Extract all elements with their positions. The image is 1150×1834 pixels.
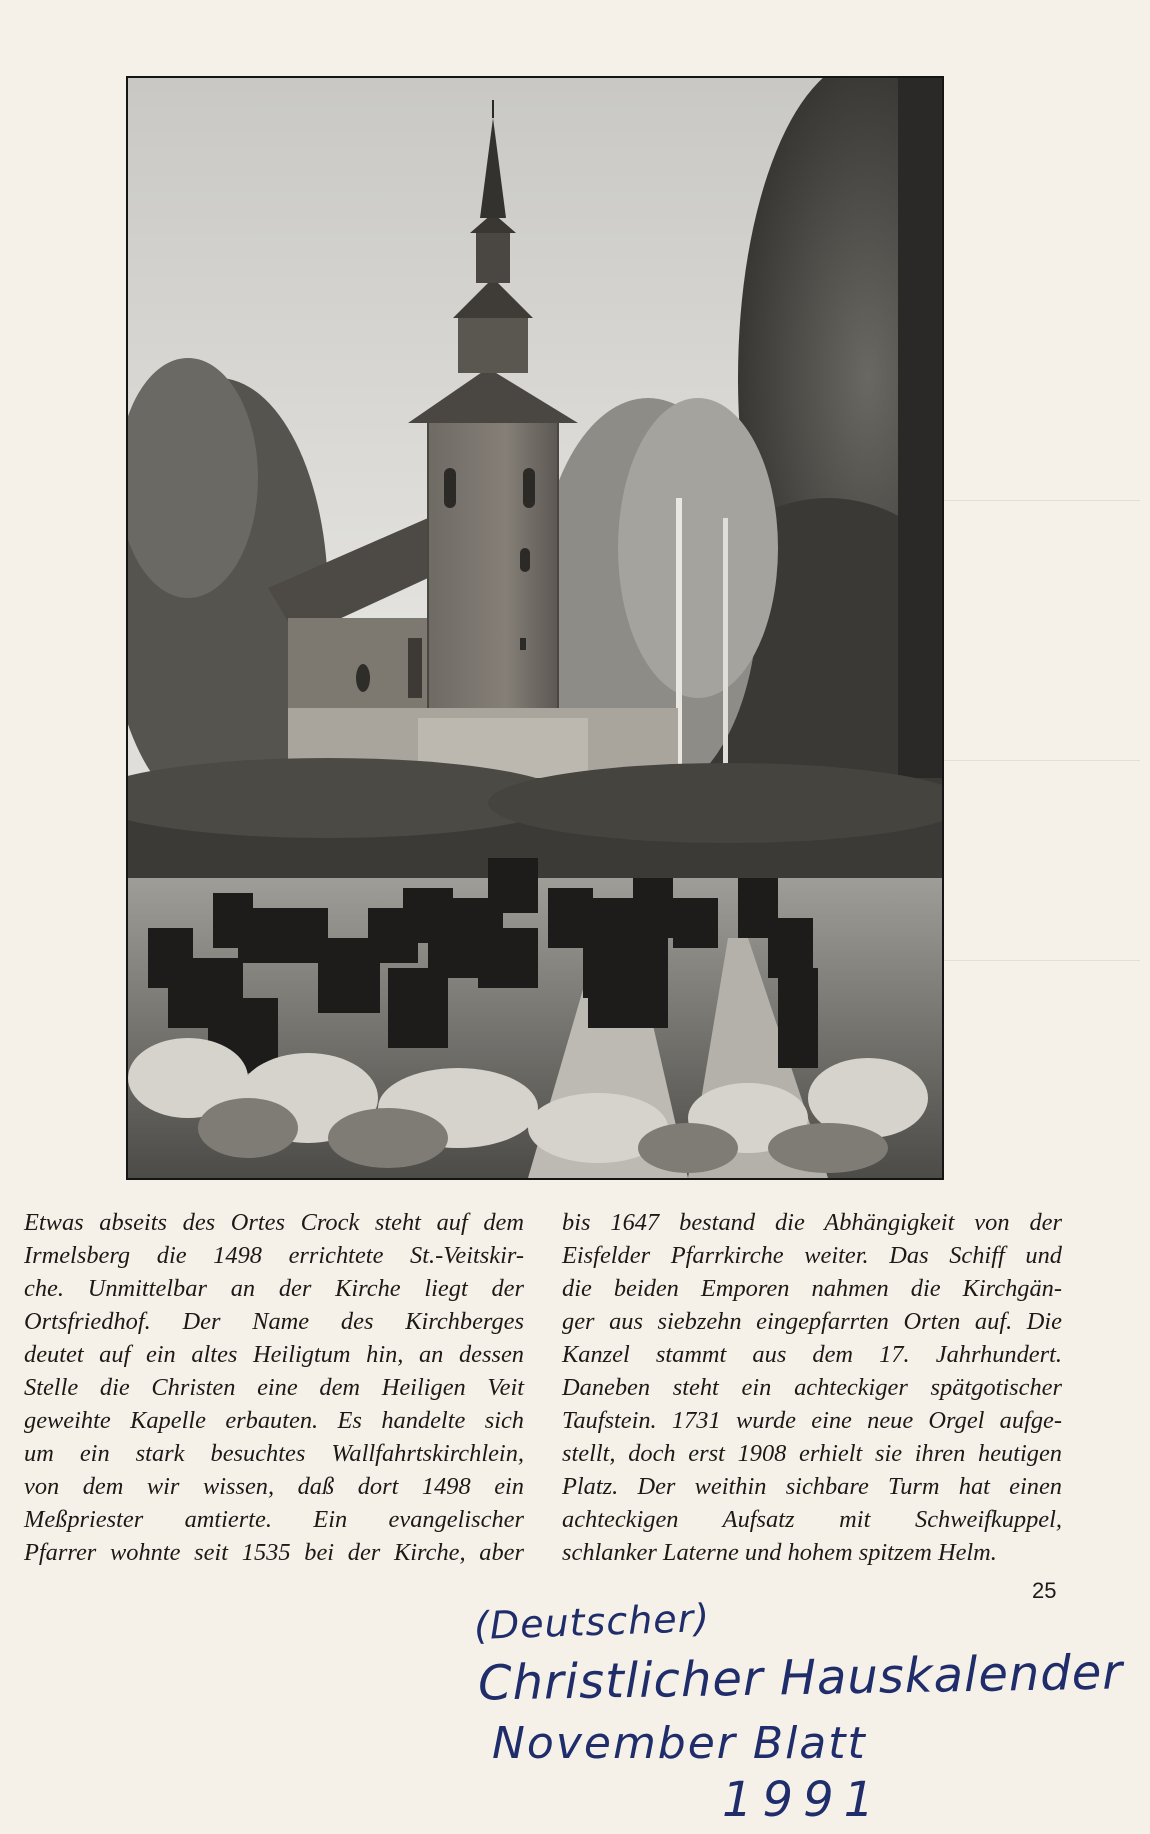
handwritten-note-line: Christlicher Hauskalender [477,1644,1124,1712]
bleed-through-rule [940,960,1140,961]
caption-line: um ein stark besuchtes Wallfahrtskirchlein, [24,1440,524,1467]
caption-line: Etwas abseits des Ortes Crock steht auf dem [24,1209,524,1236]
caption-line: deutet auf ein altes Heiligtum hin, an dessen [24,1341,524,1368]
caption-line: Kanzel stammt aus dem 17. Jahrhundert. [562,1341,1062,1368]
caption-line: Eisfelder Pfarrkirche weiter. Das Schiff und [562,1242,1062,1269]
caption-line: Meßpriester amtierte. Ein evangelischer [24,1506,524,1533]
caption-line: von dem wir wissen, daß dort 1498 ein [24,1473,524,1500]
caption-line: Daneben steht ein achteckiger spätgotischer [562,1374,1062,1401]
caption-line: bis 1647 bestand die Abhängigkeit von der [562,1209,1062,1236]
caption-left-column [24,1206,524,1569]
caption-line: Platz. Der weithin sichbare Turm hat einen [562,1473,1062,1500]
caption-right-column [562,1206,1062,1569]
caption-line: die beiden Emporen nahmen die Kirchgän- [562,1275,1062,1302]
caption-line: Ortsfriedhof. Der Name des Kirchberges [24,1308,524,1335]
caption-line: Taufstein. 1731 wurde eine neue Orgel aufge- [562,1407,1062,1434]
caption-line: Irmelsberg die 1498 errichtete St.-Veitskir- [24,1242,524,1269]
page-number: 25 [1032,1578,1057,1603]
caption-line: che. Unmittelbar an der Kirche liegt der [24,1275,524,1302]
caption-line: Pfarrer wohnte seit 1535 bei der Kirche, aber [24,1539,524,1566]
handwritten-note-line: November Blatt [492,1718,867,1769]
caption-line: Stelle die Christen eine dem Heiligen Veit [24,1374,524,1401]
bleed-through-rule [940,760,1140,761]
caption-line: geweihte Kapelle erbauten. Es handelte sich [24,1407,524,1434]
caption-line: ger aus siebzehn eingepfarrten Orten auf. Die [562,1308,1062,1335]
bleed-through-rule [940,500,1140,501]
caption-line: achteckigen Aufsatz mit Schweifkuppel, [562,1506,1062,1533]
handwritten-note-line: (Deutscher) [473,1595,711,1649]
caption-line: stellt, doch erst 1908 erhielt sie ihren heutigen [562,1440,1062,1467]
caption-line: schlanker Laterne und hohem spitzem Helm. [562,1539,997,1566]
church-photograph [126,76,944,1180]
handwritten-note-year: 1991 [722,1772,885,1828]
